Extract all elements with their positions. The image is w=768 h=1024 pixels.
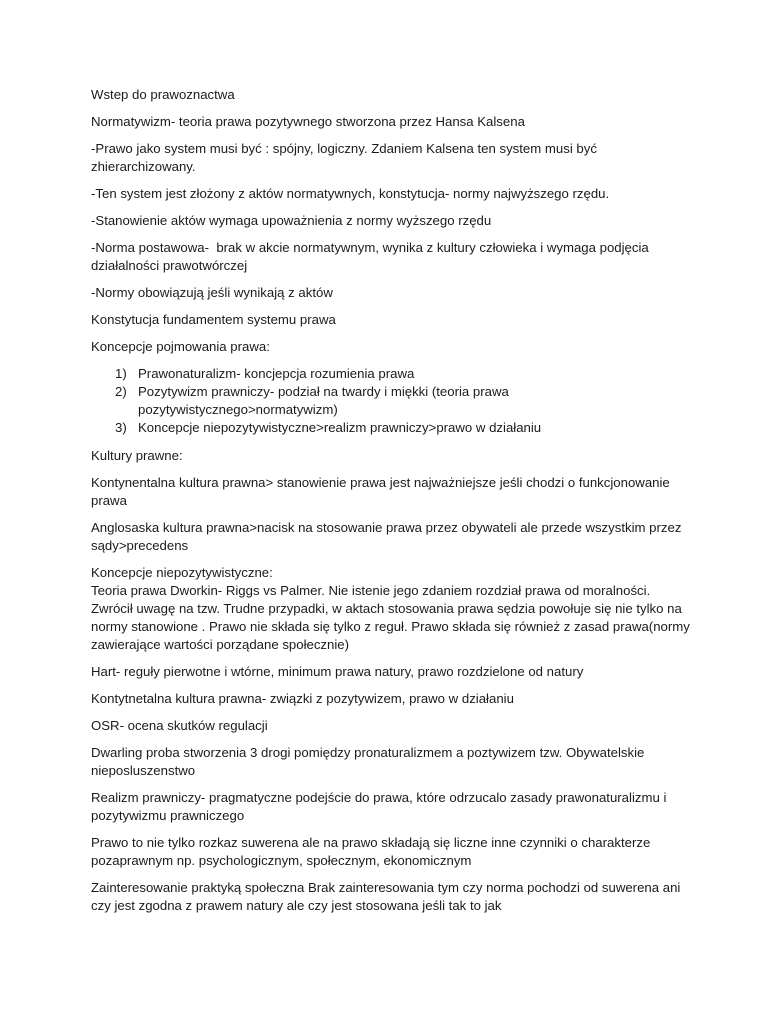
paragraph-akty-normatywne: -Ten system jest złożony z aktów normatywnych, konstytucja- normy najwyższego rzędu. [91,186,610,201]
paragraph-norma-podstawowa: -Norma postawowa- brak w akcie normatywnym, wynika z kultury człowieka i wymaga podjęcia działalności prawotwórczej [91,240,653,273]
paragraph-dworkin: Koncepcje niepozytywistyczne: Teoria prawa Dworkin- Riggs vs Palmer. Nie istenie jego zdaniem rozdział prawa od moralności. Zwrócił uwagę na tzw. Trudne przypadki, w aktach stosowania prawa sędzia powołuje się nie tylko na normy stanowione . Prawo nie składa się tylko z reguł. Prawo składa się również z zasad prawa(normy zawierające wartości porządane społecznie) [91,565,690,652]
list-item-number: 2) [115,384,127,399]
document-title: Wstep do prawoznactwa [91,87,235,102]
paragraph-koncepcje-heading: Koncepcje pojmowania prawa: [91,339,270,354]
document-page [91,86,691,924]
paragraph-zainteresowanie: Zainteresowanie praktyką społeczna Brak zainteresowania tym czy norma pochodzi od suwerena ani czy jest zgodna z prawem natury ale czy jest stosowana jeśli tak to jak [91,880,685,913]
paragraph-hart: Hart- reguły pierwotne i wtórne, minimum prawa natury, prawo rozdzielone od natury [91,664,584,679]
numbered-list [91,365,691,437]
paragraph-konstytucja: Konstytucja fundamentem systemu prawa [91,312,336,327]
paragraph-dwarling: Dwarling proba stworzenia 3 drogi pomiędzy pronaturalizmem a poztywizem tzw. Obywatelskie nieposluszenstwo [91,745,649,778]
paragraph-kontynentalna: Kontynentalna kultura prawna> stanowienie prawa jest najważniejsze jeśli chodzi o funkcjonowanie prawa [91,475,674,508]
list-item [91,383,691,419]
paragraph-osr: OSR- ocena skutków regulacji [91,718,268,733]
paragraph-kontytnetalna: Kontytnetalna kultura prawna- związki z pozytywizem, prawo w działaniu [91,691,514,706]
paragraph-anglosaska: Anglosaska kultura prawna>nacisk na stosowanie prawa przez obywateli ale przede wszystkim przez sądy>precedens [91,520,686,553]
paragraph-normy-obowiazuja: -Normy obowiązują jeśli wynikają z aktów [91,285,333,300]
list-item-text: Prawonaturalizm- koncjepcja rozumienia prawa [138,366,415,381]
paragraph-rozkaz-suwerena: Prawo to nie tylko rozkaz suwerena ale na prawo składają się liczne inne czynniki o charakterze pozaprawnym np. psychologicznym, społecznym, ekonomicznym [91,835,654,868]
paragraph-normatywizm: Normatywizm- teoria prawa pozytywnego stworzona przez Hansa Kalsena [91,114,525,129]
paragraph-kultury-prawne: Kultury prawne: [91,448,183,463]
paragraph-upowaznienie: -Stanowienie aktów wymaga upoważnienia z normy wyższego rzędu [91,213,492,228]
list-item [91,419,691,437]
paragraph-system-spojny: -Prawo jako system musi być : spójny, logiczny. Zdaniem Kalsena ten system musi być zhierarchizowany. [91,141,601,174]
list-item-number: 1) [115,366,127,381]
list-item-text: Pozytywizm prawniczy- podział na twardy i miękki (teoria prawa pozytywistycznego>normatywizm) [138,384,509,417]
paragraph-realizm: Realizm prawniczy- pragmatyczne podejście do prawa, które odrzucalo zasady prawonaturalizmu i pozytywizmu prawniczego [91,790,671,823]
list-item-text: Koncepcje niepozytywistyczne>realizm prawniczy>prawo w działaniu [138,420,542,435]
list-item [91,365,691,383]
list-item-number: 3) [115,420,127,435]
